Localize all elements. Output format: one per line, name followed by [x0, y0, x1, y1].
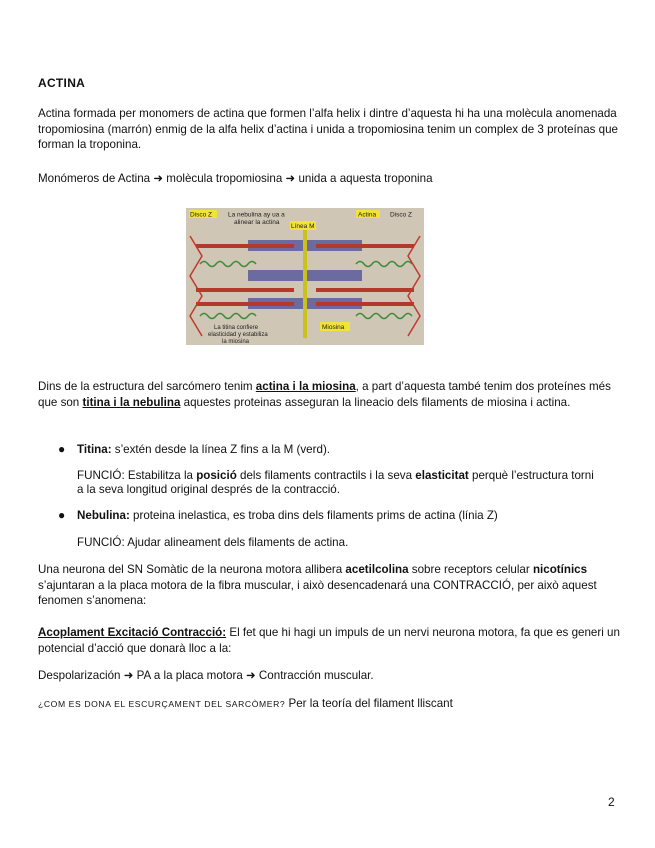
- structure-paragraph: Dins de la estructura del sarcómero tenim actina i la miosina, a part d’aquesta també tenim dos proteínes més que son titina i la nebulina aquestes proteinas asseguran la lineacio dels filaments de miosina i actina.: [38, 380, 611, 409]
- label-disc-z-left: Disco Z: [190, 211, 213, 219]
- actin-filament: [196, 244, 294, 248]
- label-titina-2: elasticidad y estabiliza: [208, 332, 268, 338]
- label-nebulina-2: alinear la actina: [234, 219, 280, 226]
- actin-filament: [196, 288, 294, 292]
- bullet-icon: ●: [58, 508, 66, 522]
- label-miosina: Miosina: [322, 324, 345, 331]
- page-title: ACTINA: [38, 76, 86, 90]
- page-number: 2: [608, 795, 615, 809]
- question-line: ¿COM ES DONA EL ESCURÇAMENT DEL SARCÒMER? Per la teoría del filament lliscant: [38, 697, 453, 710]
- label-titina-3: la miosina: [222, 339, 250, 345]
- nebulina-item: Nebulina: proteina inelastica, es troba dins dels filaments prims de actina (línia Z): [77, 509, 498, 522]
- bullet-icon: ●: [58, 442, 66, 456]
- intro-paragraph: Actina formada per monomers de actina que formen l’alfa helix i dintre d’aquesta hi ha una molècula anomenada tropomiosina (marrón) enmig de la alfa helix d’actina i unida a tropomiosina tenim un complex de 3 proteínas que forman la troponina.: [38, 107, 619, 151]
- m-line: [303, 230, 307, 338]
- neuron-paragraph: Una neurona del SN Somàtic de la neurona motora allibera acetilcolina sobre receptors celular nicotínics s’ajuntaran a la placa motora de la fibra muscular, i això desencadenará una CONTRACCIÓ, per això aquest fenomen s’anomena:: [38, 563, 597, 607]
- actin-filament: [316, 244, 414, 248]
- actin-filament: [196, 302, 294, 306]
- depolarization-chain: Despolarización ➜ PA a la placa motora ➜ Contracción muscular.: [38, 669, 374, 682]
- sarcomere-figure: [186, 208, 424, 345]
- titina-item: Titina: s’extén desde la línea Z fins a la M (verd).: [77, 443, 331, 456]
- actin-filament: [316, 302, 414, 306]
- protein-chain: Monómeros de Actina ➜ molècula tropomiosina ➜ unida a aquesta troponina: [38, 172, 433, 185]
- actin-filament: [316, 288, 414, 292]
- nebulina-funcio: FUNCIÓ: Ajudar alineament dels filaments de actina.: [77, 536, 349, 549]
- label-titina: La titina confiere: [214, 325, 259, 331]
- label-nebulina: La nebulina ay ua a: [228, 211, 285, 219]
- label-linea-m: Línea M: [291, 223, 315, 230]
- titina-funcio: FUNCIÓ: Estabilitza la posició dels filaments contractils i la seva elasticitat perquè l’estructura torni a la seva longitud original després de la contracció.: [77, 469, 594, 496]
- coupling-paragraph: Acoplament Excitació Contracció: El fet que hi hagi un impuls de un nervi neurona motora, fa que es generi un potencial d’acció que donarà lloc a la:: [38, 626, 620, 655]
- label-disc-z-right: Disco Z: [390, 211, 413, 219]
- label-actina: Actina: [358, 211, 377, 219]
